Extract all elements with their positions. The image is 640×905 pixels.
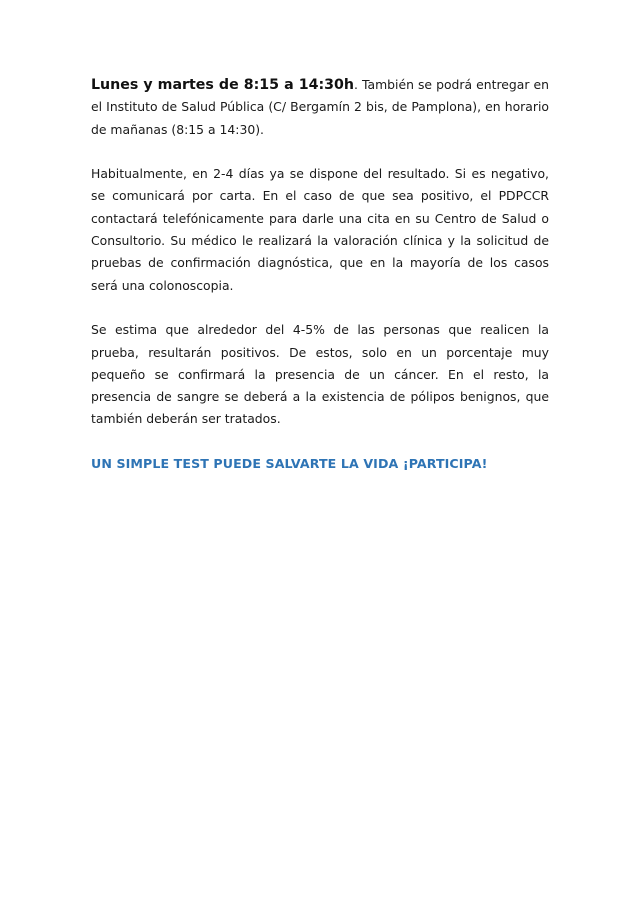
document-body: [91, 74, 549, 475]
schedule-paragraph: [91, 74, 549, 141]
statistics-paragraph: Se estima que alrededor del 4-5% de las personas que realicen la prueba, resultarán positivos. De estos, solo en un porcentaje muy pequeño se confirmará la presencia de un cáncer. En el resto, la presencia de sangre se deberá a la existencia de pólipos benignos, que también deberán ser tratados.: [91, 322, 549, 427]
participation-callout: UN SIMPLE TEST PUEDE SALVARTE LA VIDA ¡PARTICIPA!: [91, 456, 488, 472]
results-paragraph: Habitualmente, en 2-4 días ya se dispone del resultado. Si es negativo, se comunicará por carta. En el caso de que sea positivo, el PDPCCR contactará telefónicamente para darle una cita en su Centro de Salud o Consultorio. Su médico le realizará la valoración clínica y la solicitud de pruebas de confirmación diagnóstica, que en la mayoría de los casos será una colonoscopia.: [91, 166, 549, 293]
schedule-text: . También se podrá entregar en el Instituto de Salud Pública (C/ Bergamín 2 bis, de Pamplona), en horario de mañanas (8:15 a 14:30).: [91, 77, 550, 137]
schedule-lead: Lunes y martes de 8:15 a 14:30h: [91, 77, 354, 93]
